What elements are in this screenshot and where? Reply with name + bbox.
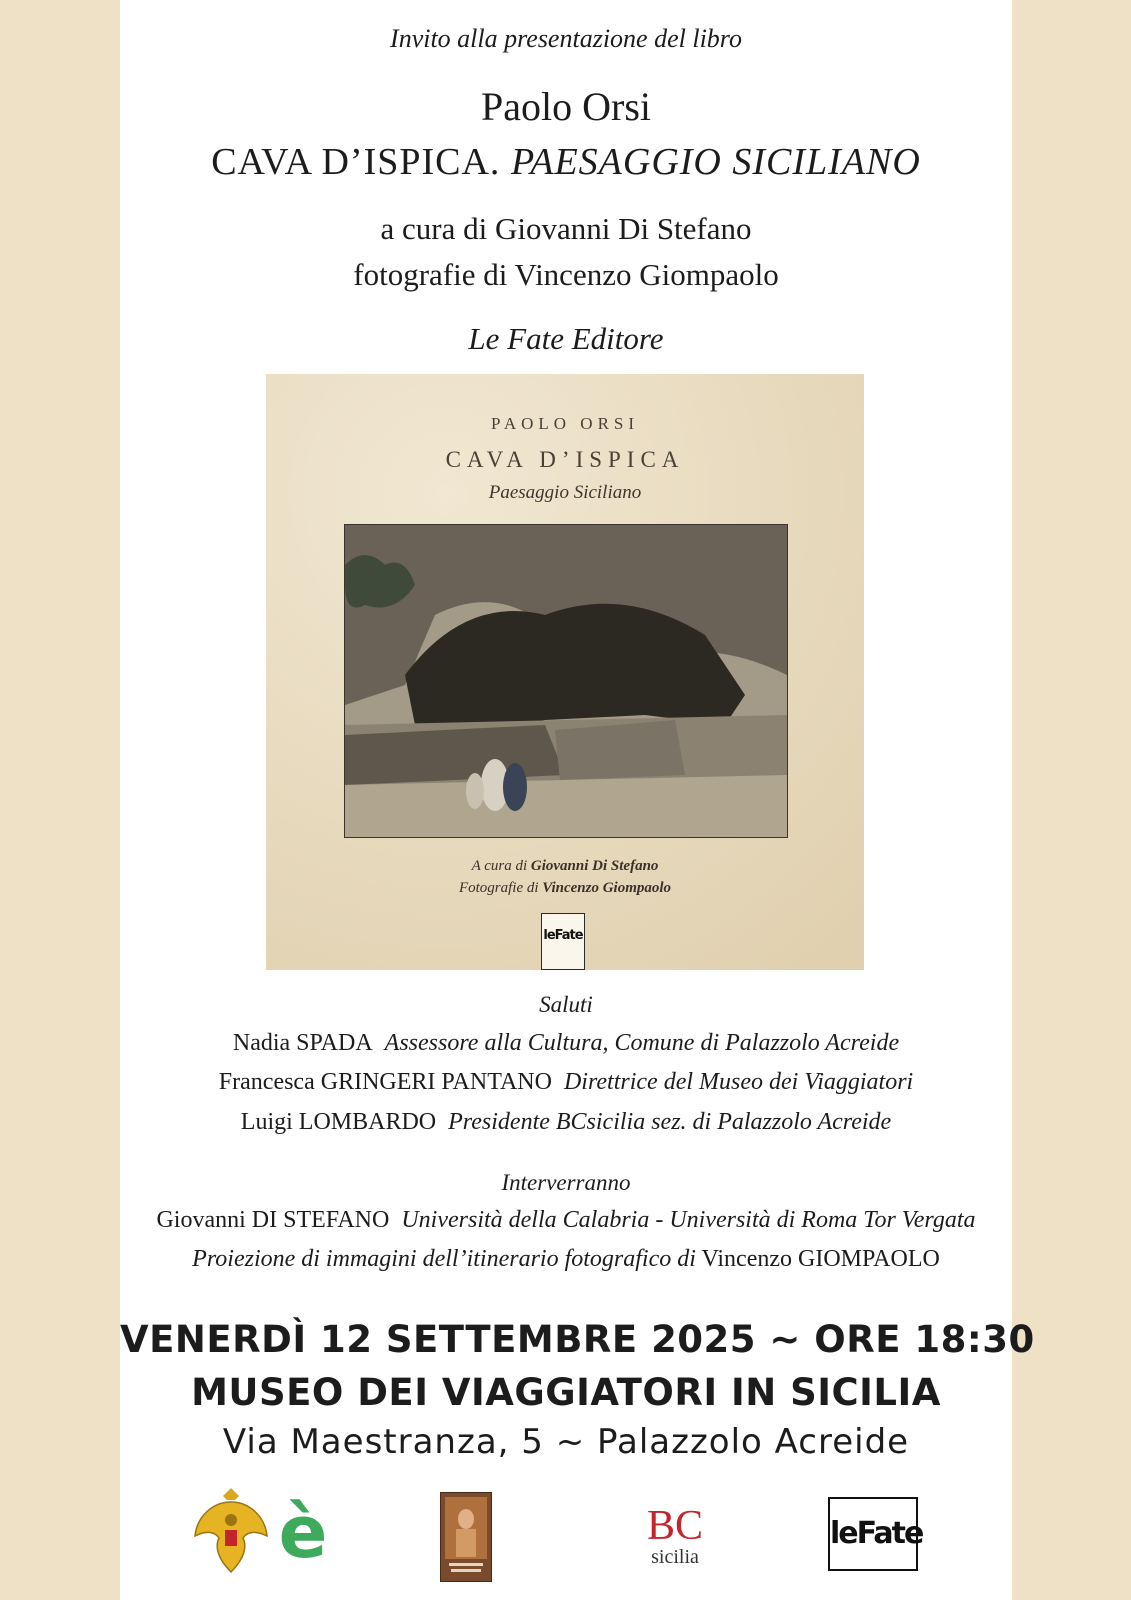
saluti-name: Francesca GRINGERI PANTANO (218, 1069, 552, 1095)
projection-row (120, 1246, 1012, 1273)
book-title-italic: PAESAGGIO SICILIANO (510, 141, 921, 183)
saluti-role: Assessore alla Cultura, Comune di Palazzolo Acreide (384, 1030, 900, 1056)
cover-credit-photographer-prefix: Fotografie di (458, 880, 543, 896)
interverranno-heading: Interverranno (501, 1170, 631, 1195)
cover-credit-curator-name: Giovanni Di Stefano (530, 858, 659, 874)
cover-subtitle: Paesaggio Siciliano (488, 482, 642, 503)
bc-mark: BC (646, 1503, 704, 1549)
saluti-row (120, 1069, 1012, 1096)
speaker-name: Giovanni DI STEFANO (156, 1207, 390, 1233)
saluti-heading: Saluti (539, 992, 593, 1017)
saluti-role: Direttrice del Museo dei Viaggiatori (563, 1069, 914, 1095)
saluti-row (120, 1109, 1012, 1136)
speaker-row (120, 1207, 1012, 1234)
saluti-name: Nadia SPADA (232, 1030, 373, 1056)
projection-name: Vincenzo GIOMPAOLO (701, 1246, 940, 1272)
speaker-role: Università della Calabria - Università di Roma Tor Vergata (401, 1207, 976, 1233)
event-venue: MUSEO DEI VIAGGIATORI IN SICILIA (191, 1371, 941, 1414)
cover-credit-curator (266, 858, 864, 875)
bc-sicilia-text: sicilia (651, 1546, 699, 1568)
cover-credit-curator-prefix: A cura di (471, 858, 531, 874)
intro-text: Invito alla presentazione del libro (390, 24, 742, 53)
saluti-role: Presidente BCsicilia sez. di Palazzolo Acreide (448, 1109, 892, 1135)
projection-text: Proiezione di immagini dell’itinerario fotografico di (192, 1246, 696, 1272)
e-mark-icon: è (278, 1490, 328, 1574)
bcsicilia-logo-icon (640, 1503, 710, 1570)
cover-credit-photographer (266, 880, 864, 897)
invitation-page (120, 0, 1035, 1600)
eagle-crest-icon (193, 1486, 269, 1576)
event-date: VENERDÌ 12 SETTEMBRE 2025 ~ ORE 18:30 (120, 1318, 1035, 1361)
book-title-main: CAVA D’ISPICA. (211, 141, 511, 183)
photographer-line: fotografie di Vincenzo Giompaolo (353, 257, 779, 292)
curator-line: a cura di Giovanni Di Stefano (380, 211, 752, 246)
museo-logo-icon (440, 1492, 492, 1582)
saluti-row (120, 1030, 1012, 1057)
author-name: Paolo Orsi (481, 84, 651, 129)
saluti-name: Luigi LOMBARDO (240, 1109, 437, 1135)
book-cover (266, 374, 864, 970)
lefate-logo-icon: leFate (828, 1497, 918, 1571)
event-address: Via Maestranza, 5 ~ Palazzolo Acreide (222, 1422, 910, 1462)
cover-author: PAOLO ORSI (490, 414, 640, 433)
publisher-line: Le Fate Editore (468, 321, 664, 356)
cover-photo-cave (344, 524, 788, 838)
book-title (120, 140, 1012, 184)
cover-title: CAVA D’ISPICA (445, 447, 685, 472)
cover-publisher-logo: leFate (541, 913, 585, 970)
cover-credit-photographer-name: Vincenzo Giompaolo (542, 880, 672, 896)
